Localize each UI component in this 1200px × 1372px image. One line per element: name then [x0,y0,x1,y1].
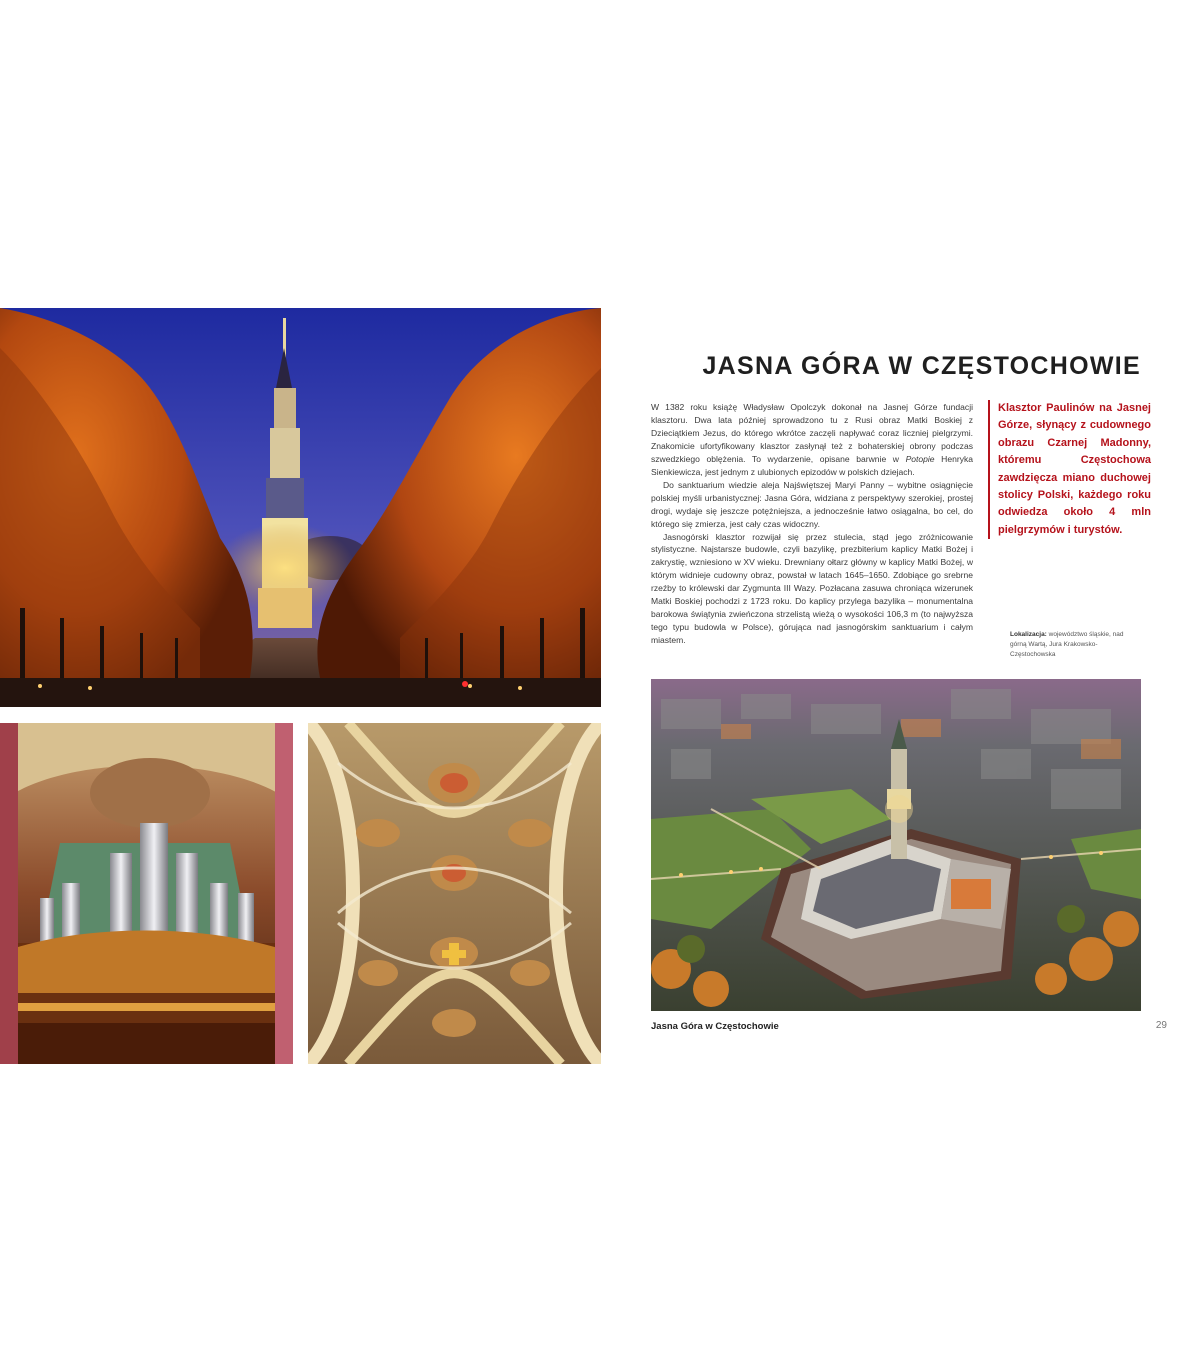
photo-caption: Jasna Góra w Częstochowie [651,1021,779,1032]
page-title: JASNA GÓRA W CZĘSTOCHOWIE [702,352,1141,380]
location-note [1010,630,1140,660]
body-paragraph-2: Do sanktuarium wiedzie aleja Najświętszej Maryi Panny – wybitne osiągnięcie polskiej myśli urbanistycznej: Jasna Góra, widziana z perspektywy szerokiej, prostej drogi, wydaje się jeszcze potężniejsza, a jednocześnie łatwo osiągalna, bo cel, do którego się zmierza, jest cały czas widoczny. [651,479,973,529]
location-label: Lokalizacja: [1010,631,1047,638]
page-number: 29 [1155,1020,1167,1031]
body-paragraph-1: W 1382 roku książę Władysław Opolczyk dokonał na Jasnej Górze fundacji klasztoru. Dwa lata później sprowadzono tu z Rusi obraz Matki Boskiej z Dzieciątkiem Jezus, do którego wkrótce zaczęli napływać coraz liczniej pielgrzymi. Znakomicie ufortyfikowany klasztor zasłynął też z bohaterskiej obrony podczas szwedzkiego oblężenia. To wydarzenie, opisane barwnie w Potopie Henryka Sienkiewicza, jest jednym z ulubionych epizodów w polskich dziejach. [651,402,973,477]
photo-basilica-ceiling [308,723,601,1064]
location-value: województwo śląskie, nad górną Wartą, Jura Krakowsko-Częstochowska [1010,631,1124,658]
photo-basilica-organ [0,723,293,1064]
book-title-italic: Potopie [905,453,935,464]
photo-avenue-tower-dusk [0,308,601,707]
article-body [651,401,973,647]
photo-aerial-monastery [651,679,1141,1011]
body-paragraph-3: Jasnogórski klasztor rozwijał się przez stulecia, stąd jego zróżnicowanie stylistyczne. Najstarsze budowle, czyli bazylikę, prezbiterium kaplicy Matki Bożej i zakrystię, wzniesiono w XV wieku. Drewniany ołtarz główny w kaplicy Matki Bożej, w którym widnieje cudowny obraz, powstał w latach 1645–1650. Zdobiące go srebrne rzeźby to królewski dar Zygmunta III Wazy. Pozłacana zasuwa chroniąca wizerunek Matki Boskiej pochodzi z 1723 roku. Do kaplicy przylega bazylika – monumentalna barokowa świątynia zwieńczona strzelistą wieżą o wysokości 106,3 m (to najwyższa tego typu budowla w Polsce), górująca nad jasnogórskim sanktuarium i całym miastem. [651,531,973,646]
highlight-quote: Klasztor Paulinów na Jasnej Górze, słynący z cudownego obrazu Czarnej Madonny, któremu Częstochowa zawdzięcza miano duchowej stolicy Polski, każdego roku odwiedza około 4 mln pielgrzymów i turystów. [988,400,1151,539]
